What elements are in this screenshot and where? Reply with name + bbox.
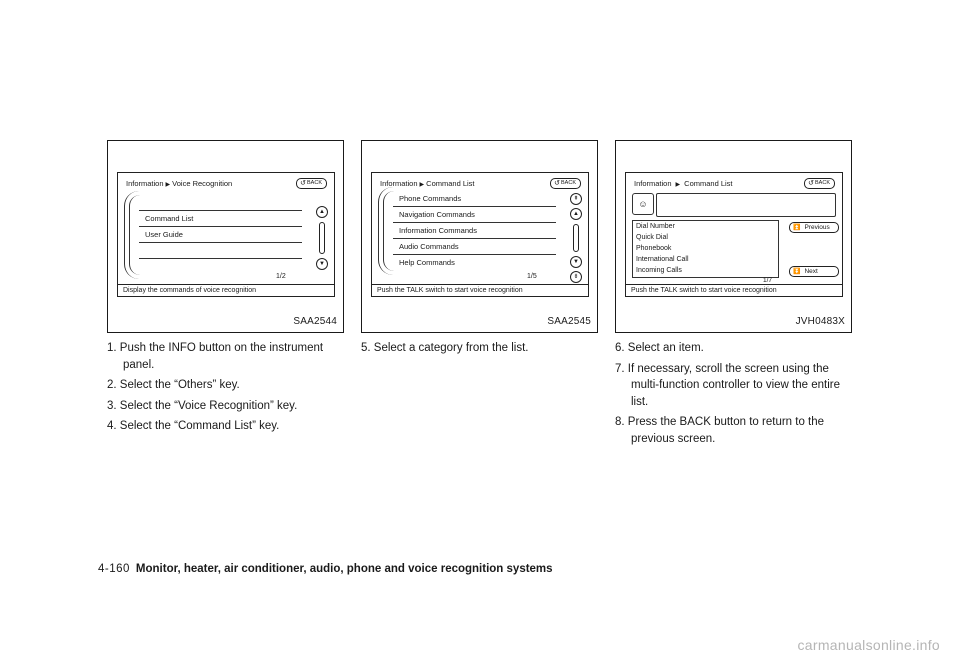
back-arrow-icon: ↺ bbox=[300, 180, 307, 187]
command-item-list bbox=[632, 220, 779, 278]
figure-command-list-categories bbox=[361, 140, 598, 333]
status-bar: Push the TALK switch to start voice recognition bbox=[372, 284, 588, 296]
list-item-international-call[interactable]: International Call bbox=[636, 256, 689, 263]
page-indicator: 1/7 bbox=[763, 277, 773, 284]
step-3: 3. Select the “Voice Recognition” key. bbox=[107, 399, 298, 412]
list-item-phone-commands[interactable]: Phone Commands bbox=[393, 191, 556, 207]
status-bar: Display the commands of voice recognition bbox=[118, 284, 334, 296]
step-4: 4. Select the “Command List” key. bbox=[107, 420, 280, 432]
figure-voice-recognition bbox=[107, 140, 344, 333]
step-5: 5. Select a category from the list. bbox=[361, 342, 529, 354]
command-display-field bbox=[656, 193, 836, 217]
scroll-down-icon[interactable]: ▼ bbox=[570, 256, 582, 268]
display-screen bbox=[625, 172, 843, 297]
double-down-icon: ⏬ bbox=[793, 269, 801, 275]
step-7: 7. If necessary, scroll the screen using the multi-function controller to view the entire list. bbox=[615, 362, 841, 408]
scroll-up-icon[interactable]: ▲ bbox=[570, 208, 582, 220]
step-8: 8. Press the BACK button to return to the previous screen. bbox=[615, 416, 825, 445]
page-number: 4-160 bbox=[98, 563, 130, 575]
breadcrumb: Information ▶ Command List bbox=[634, 179, 733, 188]
list-item-user-guide[interactable]: User Guide bbox=[139, 227, 302, 243]
breadcrumb bbox=[126, 179, 232, 188]
step-2: 2. Select the “Others” key. bbox=[107, 379, 240, 391]
back-button[interactable]: ↺ BACK bbox=[550, 178, 581, 189]
figure-code: SAA2545 bbox=[547, 316, 591, 327]
page-indicator: 1/2 bbox=[276, 273, 286, 280]
category-list bbox=[378, 187, 556, 275]
list-item-help-commands[interactable]: Help Commands bbox=[399, 258, 455, 267]
display-screen bbox=[117, 172, 335, 297]
scroll-control[interactable] bbox=[316, 206, 328, 270]
scrollbar[interactable] bbox=[573, 224, 579, 252]
command-list bbox=[124, 191, 302, 279]
scroll-down-icon[interactable]: ▼ bbox=[316, 258, 328, 270]
list-item-command-list[interactable]: Command List bbox=[139, 211, 302, 227]
breadcrumb-arrow-icon: ▶ bbox=[419, 182, 425, 188]
list-item[interactable] bbox=[139, 195, 302, 211]
figure-code: SAA2544 bbox=[293, 316, 337, 327]
back-button[interactable]: ↺ BACK bbox=[804, 178, 835, 189]
previous-button[interactable]: ⏫ Previous bbox=[789, 222, 839, 233]
scroll-control[interactable] bbox=[570, 193, 582, 283]
list-item[interactable] bbox=[139, 243, 302, 259]
display-screen bbox=[371, 172, 589, 297]
list-item-incoming-calls[interactable]: Incoming Calls bbox=[636, 267, 682, 274]
page-down-icon[interactable]: ⇟ bbox=[570, 271, 582, 283]
breadcrumb-root: Information bbox=[126, 179, 164, 188]
page-footer bbox=[98, 563, 553, 575]
watermark: carmanualsonline.info bbox=[797, 637, 940, 653]
list-item-navigation-commands[interactable]: Navigation Commands bbox=[393, 207, 556, 223]
scrollbar[interactable] bbox=[319, 222, 325, 254]
figure-code: JVH0483X bbox=[795, 316, 845, 327]
step-6: 6. Select an item. bbox=[615, 342, 704, 354]
double-up-icon: ⏫ bbox=[793, 225, 801, 231]
steps-column-2 bbox=[361, 340, 601, 361]
back-arrow-icon: ↺ bbox=[554, 180, 561, 187]
step-1: 1. Push the INFO button on the instrument panel. bbox=[107, 342, 324, 371]
list-item-information-commands[interactable]: Information Commands bbox=[393, 223, 556, 239]
section-title: Monitor, heater, air conditioner, audio, phone and voice recognition systems bbox=[135, 563, 553, 575]
list-item-phonebook[interactable]: Phonebook bbox=[636, 245, 672, 252]
steps-column-3 bbox=[615, 340, 855, 451]
list-item[interactable] bbox=[139, 259, 302, 274]
speaker-face-icon: ☺ bbox=[632, 193, 654, 215]
breadcrumb-arrow-icon: ▶ bbox=[675, 182, 681, 188]
figure-command-list-items bbox=[615, 140, 852, 333]
back-arrow-icon: ↺ bbox=[808, 180, 815, 187]
list-item-quick-dial[interactable]: Quick Dial bbox=[636, 234, 668, 241]
status-bar: Push the TALK switch to start voice recognition bbox=[626, 284, 842, 296]
scroll-up-icon[interactable]: ▲ bbox=[316, 206, 328, 218]
breadcrumb: Information ▶ Command List bbox=[380, 179, 475, 188]
list-item-dial-number[interactable]: Dial Number bbox=[636, 223, 675, 230]
breadcrumb-arrow-icon: ▶ bbox=[165, 182, 171, 188]
breadcrumb-leaf: Voice Recognition bbox=[172, 179, 233, 188]
list-item-audio-commands[interactable]: Audio Commands bbox=[393, 239, 556, 255]
next-button[interactable]: ⏬ Next bbox=[789, 266, 839, 277]
page-indicator: 1/5 bbox=[527, 273, 537, 280]
steps-column-1 bbox=[107, 340, 347, 439]
page-up-icon[interactable]: ⇞ bbox=[570, 193, 582, 205]
back-button[interactable]: ↺ BACK bbox=[296, 178, 327, 189]
